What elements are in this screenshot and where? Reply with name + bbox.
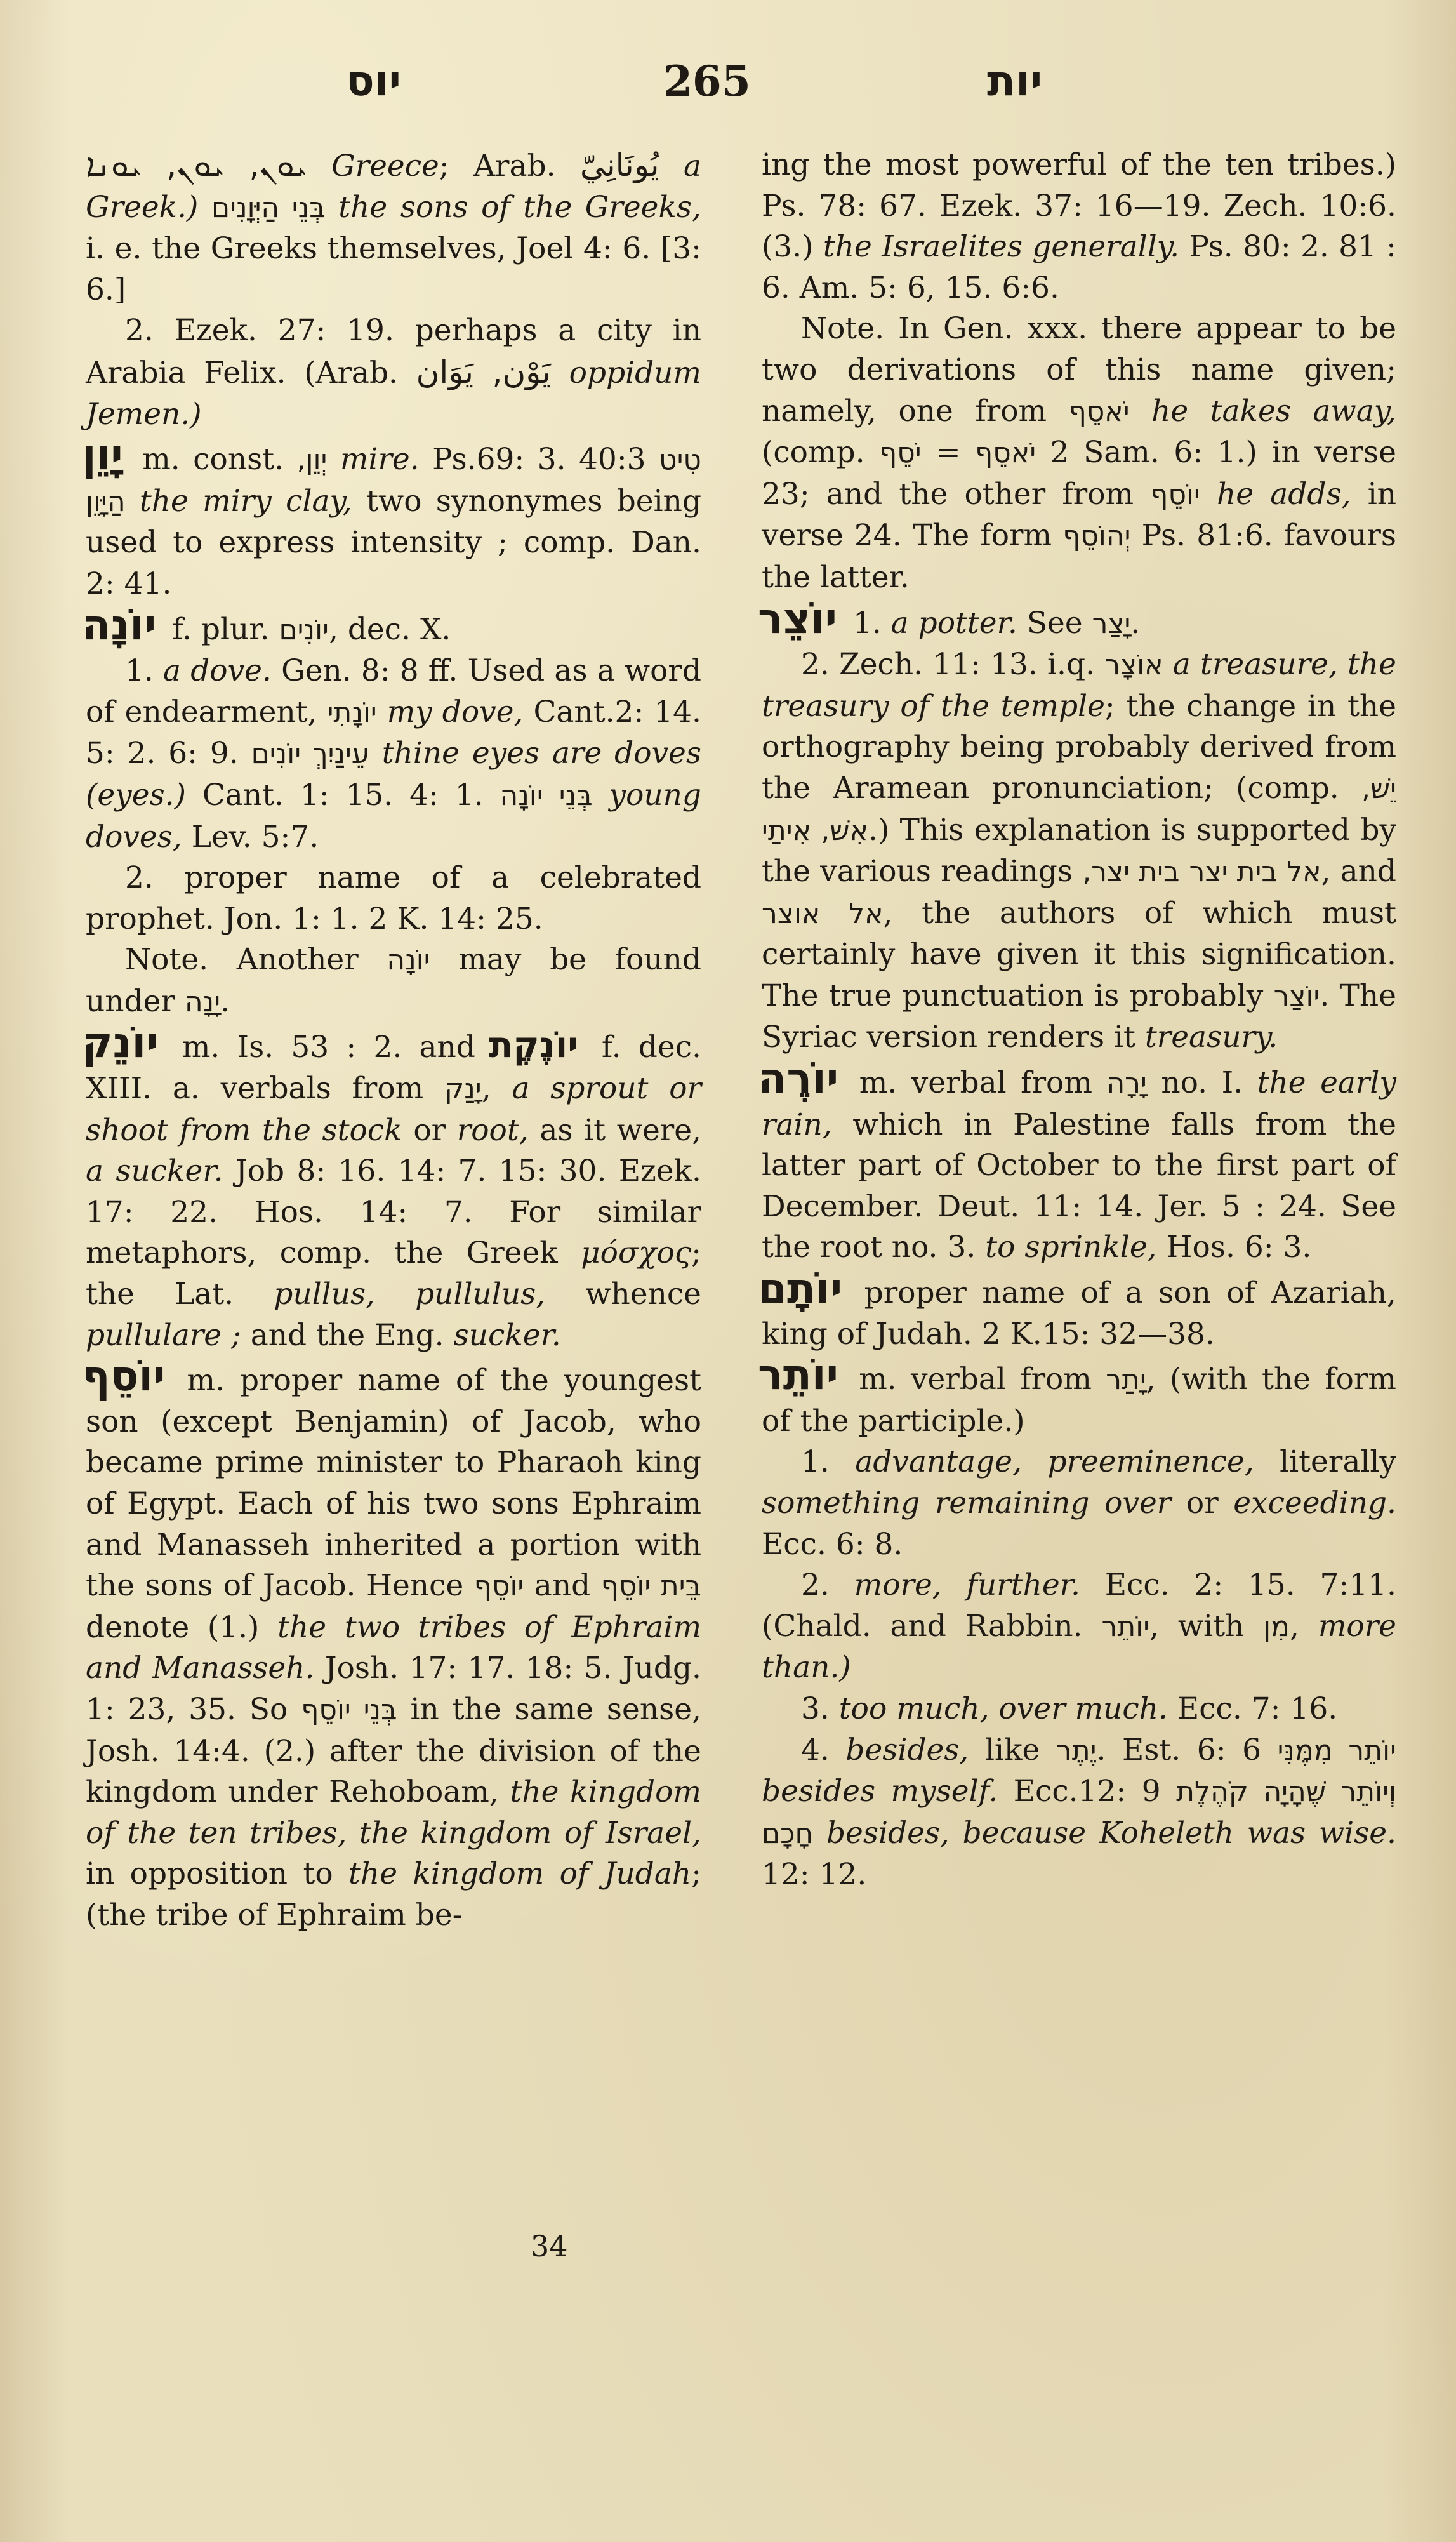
gloss: the kingdom of Judah xyxy=(348,1856,692,1892)
hebrew-form: יְהוֹסֵף xyxy=(1062,520,1131,553)
gloss: the miry clay, xyxy=(139,483,352,519)
hebrew-phrase: בְּנֵי יוֹסֵף xyxy=(301,1693,397,1726)
hebrew-form: יֹאסֵף xyxy=(1068,395,1130,428)
text: i. e. the Greeks themselves, Joel 4: 6. [3: 6.] xyxy=(86,231,701,307)
headword: יָוֵן xyxy=(82,430,123,480)
gloss: the early rain, xyxy=(762,1065,1396,1142)
text: Job 8: 16. 14: 7. 15: 30. Ezek. 17: 22. Hos. 14: 7. For similar metaphors, comp. the Greek xyxy=(86,1154,701,1271)
gloss: mire. xyxy=(340,442,420,477)
sense-number: 3. xyxy=(801,1691,830,1726)
english-word: sucker. xyxy=(453,1317,561,1353)
hebrew-form: יוֹסֵף xyxy=(473,1570,524,1603)
gloss: more than.) xyxy=(762,1608,1396,1686)
text: m. Is. 53 : 2. and xyxy=(182,1030,475,1065)
text: no. I. xyxy=(1161,1065,1243,1101)
hebrew-form: יוֹנָה xyxy=(387,944,430,977)
hebrew-form: יוֹתֵר xyxy=(1101,1610,1150,1643)
text: m. const. xyxy=(142,442,284,477)
entry-yonah xyxy=(82,600,701,1023)
text: or xyxy=(413,1112,446,1148)
right-column xyxy=(758,145,1397,1896)
gloss: my dove, xyxy=(387,694,524,729)
hebrew-form: יוֹצַר xyxy=(1273,980,1320,1013)
gloss: besides myself. xyxy=(762,1774,998,1809)
gloss: thine eyes are doves (eyes.) xyxy=(86,736,701,813)
hebrew-phrase: טִיט הַיָּוֵן xyxy=(86,444,701,518)
entry-text xyxy=(86,145,701,310)
text: f. dec. XIII. a. verbals from xyxy=(86,1030,701,1107)
hebrew-reading: אל אוצר xyxy=(762,897,884,930)
text: Gen. 8: 8 ff. Used as a word of endearment, xyxy=(86,653,701,729)
sense-2 xyxy=(762,644,1396,1058)
gloss: more, further. xyxy=(854,1567,1080,1603)
gloss: besides, because Koheleth was wise. xyxy=(826,1815,1396,1851)
headword: יוֹתֵר xyxy=(758,1350,838,1400)
text: proper name of a son of Azariah, king of Judah. 2 K.15: 32—38. xyxy=(762,1275,1396,1352)
text: , the authors of which must certainly have given it this signification. The true punctuation is probably xyxy=(762,895,1397,1013)
reference: Ecc. 7: 16. xyxy=(1177,1691,1338,1726)
reference: Ecc. 6: 8. xyxy=(762,1526,903,1562)
reference: Lev. 5:7. xyxy=(191,819,319,855)
text: , (with the form of the participle.) xyxy=(762,1362,1396,1439)
hebrew-form: יוֹנִים xyxy=(279,613,329,646)
text: m. verbal from xyxy=(859,1362,1092,1397)
text: or xyxy=(1186,1486,1219,1521)
entry-yotam xyxy=(758,1264,1396,1355)
text: ing the most powerful of the ten tribes.) Ps. 78: 67. Ezek. 37: 16—19. Zech. 10:6. (3.) xyxy=(762,147,1396,265)
text: Note. In Gen. xxx. there appear to be two derivations of this name given; namely, one from xyxy=(762,311,1396,429)
hebrew-phrase: יוֹתֵר מִמֶּנִּי xyxy=(1277,1734,1396,1767)
text: See xyxy=(1026,605,1083,641)
text: Note. Another xyxy=(125,942,359,978)
greek-word: μόσχος xyxy=(581,1235,692,1271)
entry-text xyxy=(82,600,701,651)
reference: Hos. 6: 3. xyxy=(1166,1230,1312,1265)
gloss: a sprout or shoot from the stock xyxy=(86,1071,701,1148)
gloss: a dove. xyxy=(163,653,272,689)
text: = xyxy=(936,435,961,470)
entry-yaven xyxy=(82,430,701,604)
gloss: young doves, xyxy=(86,777,701,855)
text: , dec. X. xyxy=(328,611,451,647)
reference: Cant.2: 14. 5: 2. 6: 9. xyxy=(86,694,701,771)
hebrew-form: יוֹסֵף xyxy=(1150,478,1200,511)
text: (comp. xyxy=(762,435,865,470)
headword: יוֹסֵף xyxy=(82,1352,166,1401)
text: f. plur. xyxy=(172,611,270,647)
hebrew-reading: אל בית יצר xyxy=(1189,856,1321,889)
reference: Ps. 80: 2. 81 : 6. Am. 5: 6, 15. 6:6. xyxy=(762,229,1396,305)
sense-number: 1. xyxy=(125,653,154,689)
running-head-left-word: יוס xyxy=(346,57,401,105)
hebrew-root: יָתַר xyxy=(1106,1364,1146,1397)
sense-1 xyxy=(86,651,701,858)
gloss: the two tribes of Ephraim and Manasseh. xyxy=(86,1609,702,1686)
text: . The Syriac version renders it xyxy=(762,978,1396,1055)
reference: Cant. 1: 15. 4: 1. xyxy=(202,777,484,813)
sense-number: 1. xyxy=(801,1444,830,1480)
page-number: 265 xyxy=(663,57,751,106)
sense-2 xyxy=(762,1565,1396,1689)
text: 2. proper name of a celebrated prophet. Jon. 1: 1. 2 K. 14: 25. xyxy=(86,860,701,936)
text: . xyxy=(220,983,230,1019)
hebrew-phrase: בֵּית יוֹסֵף xyxy=(600,1570,701,1603)
gloss: a sucker. xyxy=(86,1154,223,1189)
sense-number: 1. xyxy=(852,605,882,641)
headword: יוֹנָה xyxy=(82,600,157,649)
reference: Josh. 17: 17. 18: 5. Judg. 1: 23, 35. So xyxy=(86,1651,701,1727)
text: , xyxy=(481,1071,491,1107)
sense-2 xyxy=(86,310,701,435)
hebrew-phrase: בְּנֵי הַיְּוָנִים xyxy=(211,191,326,224)
entry-text xyxy=(758,1264,1396,1355)
entry-yotser xyxy=(758,594,1397,1059)
sense-number: 2. xyxy=(801,1567,830,1603)
text: which in Palestine falls from the latter part of October to the first part of December. Deut. 11: 14. Jer. 5 : 24. See the root no. 3. xyxy=(762,1107,1396,1265)
entry-yoreh xyxy=(758,1054,1396,1268)
entry-text xyxy=(758,1054,1396,1268)
hebrew-form: אוֹצָר xyxy=(1104,649,1163,682)
gloss: something remaining over xyxy=(762,1486,1172,1521)
gloss: treasury. xyxy=(1144,1020,1278,1055)
text: , with xyxy=(1149,1608,1245,1644)
note xyxy=(86,940,701,1023)
gloss: the sons of the Greeks, xyxy=(338,189,701,225)
text: , and xyxy=(1321,854,1397,889)
entry-text xyxy=(82,1352,702,1936)
gloss: advantage, preeminence, xyxy=(855,1444,1254,1480)
text: in verse 24. The form xyxy=(762,476,1396,554)
text: 2. Zech. 11: 13. i.q. xyxy=(801,647,1095,682)
running-head-right-word: יות xyxy=(987,57,1043,105)
sense-1 xyxy=(762,1442,1396,1565)
left-column xyxy=(82,145,702,1936)
entry-text xyxy=(82,430,701,604)
sense-2 xyxy=(86,858,701,940)
sense-number: 4. xyxy=(801,1732,830,1767)
gloss: exceeding. xyxy=(1233,1486,1396,1521)
sense-3 xyxy=(762,1689,1396,1730)
syriac-forms: ܝܘܢ, ܝܘܢ, ܝܘܢܐ xyxy=(86,147,307,183)
gloss: the kingdom of the ten tribes, the kingdom of Israel, xyxy=(86,1774,701,1851)
entry-text xyxy=(82,1018,701,1356)
headword: יוֹצֵר xyxy=(758,594,837,643)
gloss: Greece xyxy=(331,149,439,183)
gloss: to sprinkle, xyxy=(985,1230,1157,1265)
text: may be found under xyxy=(86,942,701,1019)
gloss: a treasure, the treasury of the temple xyxy=(762,647,1396,724)
text: ; (the tribe of Ephraim be- xyxy=(86,1856,701,1933)
hebrew-reading: בית יצר, xyxy=(1082,856,1180,889)
hebrew-root: יָרָה xyxy=(1106,1067,1147,1100)
text: literally xyxy=(1280,1444,1396,1480)
entry-text xyxy=(758,594,1396,645)
gloss: he adds, xyxy=(1217,476,1351,512)
reference: Ps.69: 3. 40:3 xyxy=(432,442,646,477)
hebrew-form: יֶתֶר xyxy=(1056,1734,1097,1767)
reference: Ecc.12: 9 xyxy=(1013,1774,1161,1809)
text: denote (1.) xyxy=(86,1609,260,1645)
text: in the same sense, Josh. 14:4. (2.) after the division of the kingdom under Rehoboam, xyxy=(86,1691,701,1810)
entry-text xyxy=(758,1350,1396,1442)
text: as it were, xyxy=(539,1112,701,1148)
latin-word: pullus, pullulus, xyxy=(274,1277,546,1312)
gloss: a Greek.) xyxy=(86,149,701,225)
running-head xyxy=(0,56,1456,107)
hebrew-form: מִן xyxy=(1263,1610,1290,1643)
text: and the Eng. xyxy=(250,1317,444,1353)
headword: יוֹתָם xyxy=(758,1264,843,1314)
text: in opposition to xyxy=(86,1856,333,1892)
latin-word: pullulare ; xyxy=(86,1317,241,1353)
text: and xyxy=(534,1568,591,1604)
hebrew-root: יָצַר xyxy=(1092,607,1131,640)
entry-yosef-continuation xyxy=(762,145,1396,599)
entry-yosef xyxy=(82,1352,702,1936)
reference: . Est. 6: 6 xyxy=(1096,1732,1262,1767)
text: Ps. 81:6. favours the latter. xyxy=(762,518,1396,595)
gloss: a potter. xyxy=(890,605,1017,641)
headword: יוֹנֵק xyxy=(82,1018,159,1068)
gloss: besides, xyxy=(845,1732,969,1767)
entry-yavan-continuation xyxy=(86,145,701,435)
hebrew-phrase: וְיוֹתֵר שֶׁהָיָה קֹהֶלֶת חָכָם xyxy=(762,1776,1396,1850)
text: ; Arab. xyxy=(439,149,556,183)
gloss: the Israelites generally. xyxy=(823,229,1180,265)
text: 2. Ezek. 27: 19. perhaps a city in Arabia Felix. (Arab. xyxy=(86,313,701,390)
gloss: oppidum Jemen.) xyxy=(86,355,701,432)
entry-yoneq xyxy=(82,1018,701,1356)
headword: יוֹרֶה xyxy=(758,1054,839,1103)
entry-yoter xyxy=(758,1350,1396,1896)
hebrew-form: יוֹנֶקֶת xyxy=(489,1025,578,1067)
text: ; the Lat. xyxy=(86,1235,701,1312)
text: 2 Sam. 6: 1.) in verse 23; and the other from xyxy=(762,435,1396,512)
text: , xyxy=(1290,1608,1299,1644)
hebrew-phrase: בְּנֵי יוֹנָה xyxy=(500,779,593,812)
text: whence xyxy=(585,1277,701,1312)
text: . xyxy=(1130,605,1141,641)
hebrew-root: יָנַק xyxy=(444,1073,482,1106)
text: Ecc. 2: 15. 7:11. (Chald. and Rabbin. xyxy=(762,1567,1396,1644)
entry-text xyxy=(762,145,1396,309)
text: like xyxy=(984,1732,1040,1767)
text: m. proper name of the youngest son (except Benjamin) of Jacob, who became prime minister to Pharaoh king of Egypt. Each of his two sons Ephraim and Manasseh inherited a portion with the sons of Jacob. Hence xyxy=(86,1363,701,1604)
hebrew-form: יְוֵן, xyxy=(296,444,328,477)
arabic-form: يُونَانِيّ xyxy=(580,147,659,183)
signature-mark: 34 xyxy=(531,2229,568,2263)
sense-4 xyxy=(762,1730,1396,1896)
note xyxy=(762,309,1396,598)
text: ; the change in the orthography being probably derived from the Aramean pronunciation; (comp. xyxy=(762,688,1396,806)
hebrew-forms: יֵשׁ, אִשׁ, אִיתַי xyxy=(762,772,1396,847)
arabic-form: يَوْن, يَوَان xyxy=(416,353,551,390)
hebrew-form: יוֹנָתִי xyxy=(327,696,377,729)
gloss: he takes away, xyxy=(1151,393,1396,429)
gloss: root, xyxy=(456,1112,529,1148)
gloss: too much, over much. xyxy=(838,1691,1168,1726)
hebrew-form: יֹאסֵף xyxy=(975,437,1036,470)
hebrew-phrase: עֵינַיִךְ יוֹנִים xyxy=(251,738,369,771)
hebrew-form: יֹסֵף xyxy=(879,437,922,470)
text: m. verbal from xyxy=(859,1065,1092,1101)
text: two synonymes being used to express intensity ; comp. Dan. 2: 41. xyxy=(86,483,701,601)
text: .) This explanation is supported by the various readings xyxy=(762,812,1396,889)
reference: 12: 12. xyxy=(762,1857,867,1893)
hebrew-form: יָנָה xyxy=(184,985,221,1018)
